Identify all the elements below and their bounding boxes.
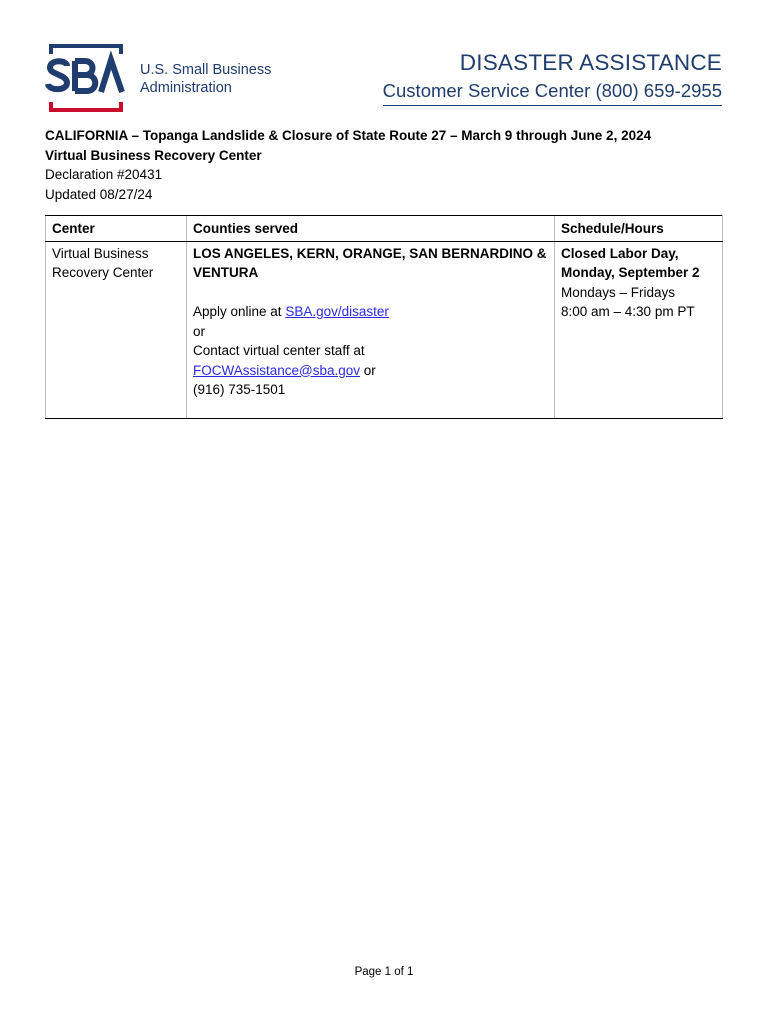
header-schedule: Schedule/Hours xyxy=(555,216,723,242)
org-name xyxy=(140,61,271,97)
page-title: DISASTER ASSISTANCE xyxy=(459,50,722,75)
center-name-line2: Recovery Center xyxy=(52,265,154,280)
sba-logo-icon xyxy=(45,44,127,112)
center-cell xyxy=(46,241,187,418)
phone-number: (916) 735-1501 xyxy=(193,382,286,397)
centers-table xyxy=(45,215,723,419)
email-suffix: or xyxy=(360,362,376,378)
contact-text: Contact virtual center staff at xyxy=(193,343,365,358)
disaster-headline: CALIFORNIA – Topanga Landslide & Closure of State Route 27 – March 9 through June 2, 2024 xyxy=(45,128,652,143)
customer-service-line: Customer Service Center (800) 659-2955 xyxy=(383,78,722,106)
or-text: or xyxy=(193,323,206,339)
declaration-number: Declaration #20431 xyxy=(45,167,163,182)
center-name-line1: Virtual Business xyxy=(52,245,149,261)
counties-list-line2: VENTURA xyxy=(193,265,259,280)
counties-list-line1: LOS ANGELES, KERN, ORANGE, SAN BERNARDINO & xyxy=(193,245,547,261)
spacer xyxy=(193,283,548,303)
declaration-info xyxy=(45,126,651,204)
schedule-days: Mondays – Fridays xyxy=(561,284,676,300)
table-row xyxy=(46,241,723,418)
page-number: Page 1 of 1 xyxy=(354,966,414,978)
centers-table-wrapper xyxy=(45,215,723,419)
apply-prefix: Apply online at xyxy=(193,304,286,319)
table-header-row xyxy=(46,216,723,242)
sba-disaster-link[interactable]: SBA.gov/disaster xyxy=(285,304,389,319)
org-name-line1: U.S. Small Business xyxy=(140,62,272,78)
center-type: Virtual Business Recovery Center xyxy=(45,147,262,163)
header-titles xyxy=(383,49,722,106)
schedule-cell xyxy=(555,241,723,418)
email-line xyxy=(193,361,548,381)
email-link[interactable]: FOCWAssistance@sba.gov xyxy=(193,362,361,378)
sba-logo xyxy=(45,44,285,112)
closed-notice-line2: Monday, September 2 xyxy=(561,265,700,280)
schedule-hours: 8:00 am – 4:30 pm PT xyxy=(561,304,695,319)
header-counties: Counties served xyxy=(187,216,555,242)
updated-date: Updated 08/27/24 xyxy=(45,186,153,202)
counties-cell xyxy=(187,241,555,418)
header-center: Center xyxy=(46,216,187,242)
closed-notice-line1: Closed Labor Day, xyxy=(561,245,679,261)
org-name-line2: Administration xyxy=(140,80,232,96)
apply-online-line xyxy=(193,302,548,322)
